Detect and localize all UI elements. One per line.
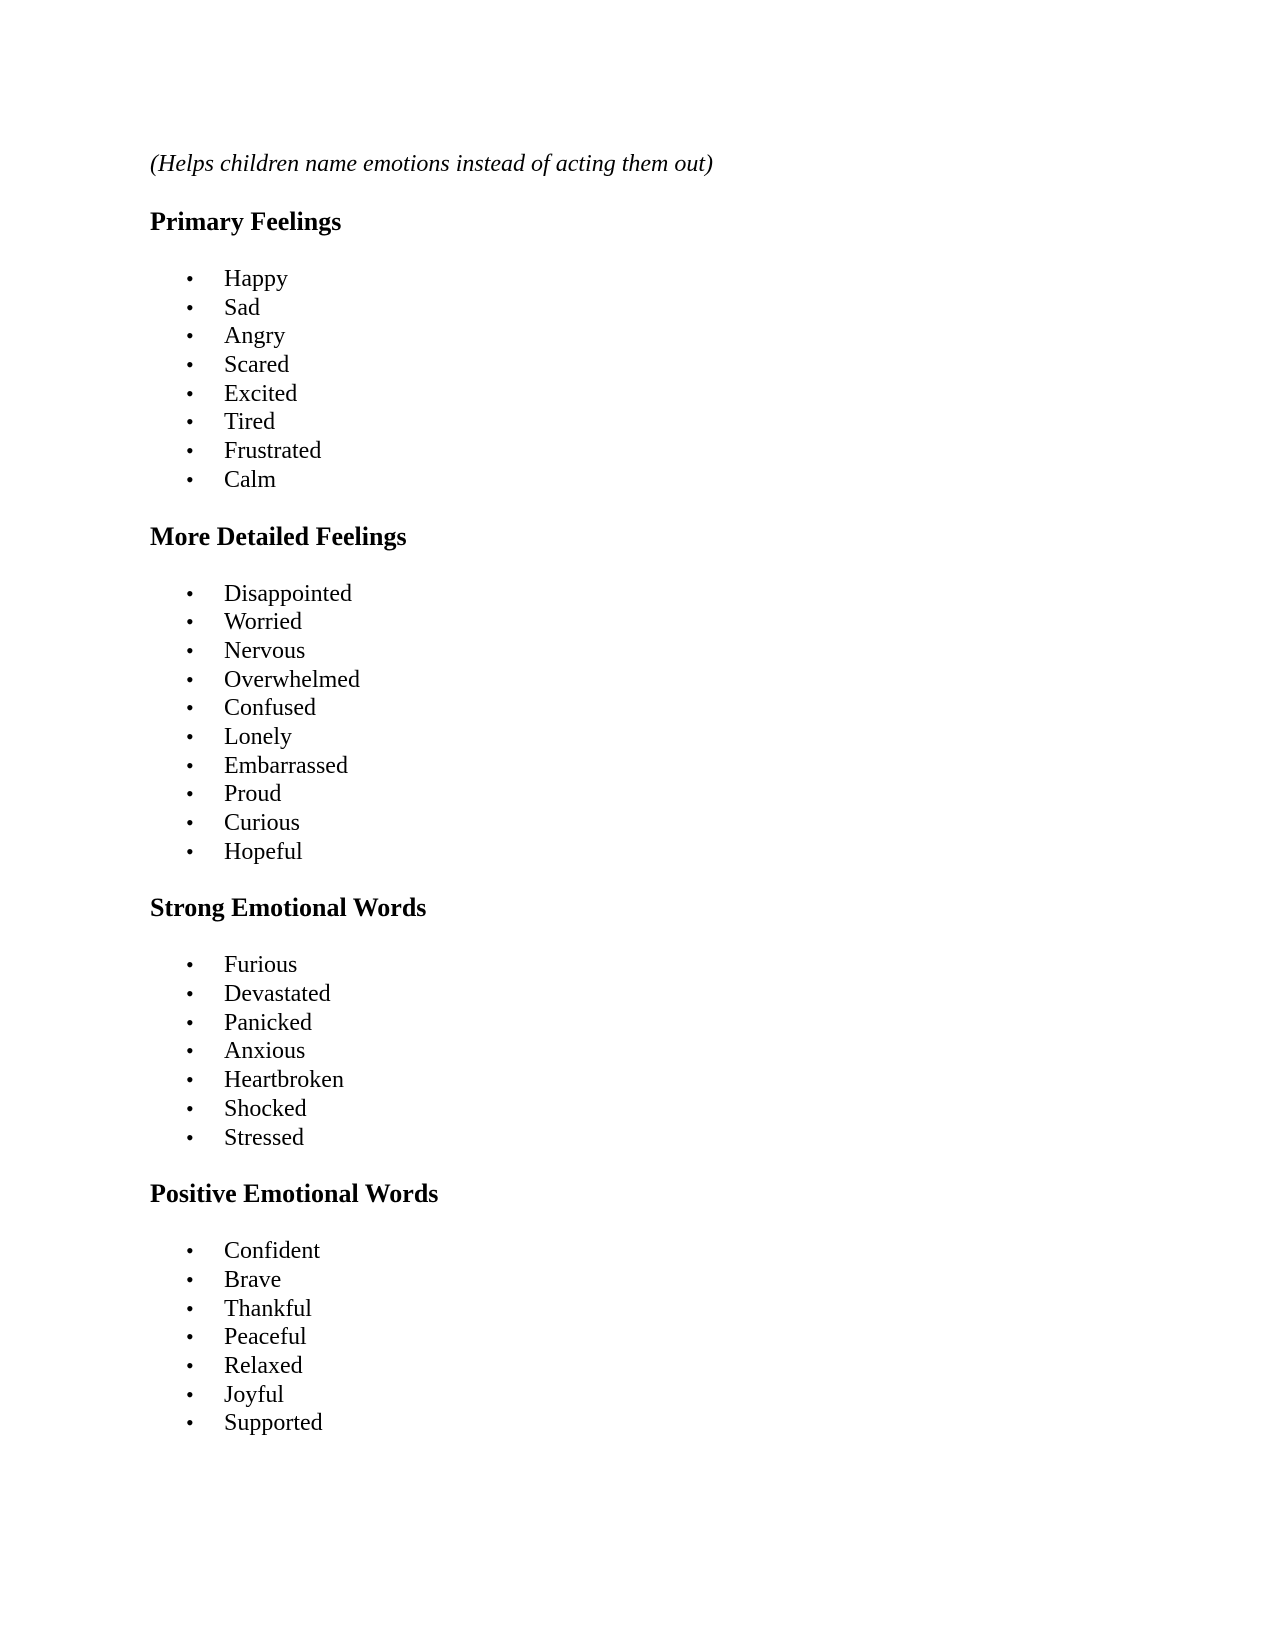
bullet-icon: • bbox=[186, 380, 194, 406]
feeling-word-list bbox=[150, 265, 1150, 495]
list-item-label: Curious bbox=[224, 810, 301, 836]
list-item bbox=[150, 1009, 1150, 1038]
list-item bbox=[150, 637, 1150, 666]
bullet-icon: • bbox=[186, 438, 194, 464]
list-item bbox=[150, 408, 1150, 437]
list-item bbox=[150, 951, 1150, 980]
list-item bbox=[150, 265, 1150, 294]
bullet-icon: • bbox=[186, 580, 194, 606]
feeling-word-list bbox=[150, 1237, 1150, 1438]
list-item bbox=[150, 752, 1150, 781]
bullet-icon: • bbox=[186, 723, 194, 749]
list-item bbox=[150, 294, 1150, 323]
list-item-label: Angry bbox=[224, 323, 286, 350]
bullet-icon: • bbox=[186, 666, 194, 692]
list-item bbox=[150, 838, 1150, 867]
list-item-label: Excited bbox=[224, 380, 298, 407]
document-page bbox=[150, 148, 1150, 1464]
bullet-icon: • bbox=[186, 695, 194, 721]
list-item-label: Hopeful bbox=[224, 838, 303, 865]
list-item bbox=[150, 1095, 1150, 1124]
list-item bbox=[150, 1066, 1150, 1095]
bullet-icon: • bbox=[186, 1295, 194, 1321]
list-item-label: Embarrassed bbox=[224, 752, 348, 779]
bullet-icon: • bbox=[186, 294, 194, 320]
bullet-icon: • bbox=[186, 1124, 194, 1150]
list-item-label: Lonely bbox=[224, 723, 292, 750]
list-item bbox=[150, 1409, 1150, 1438]
list-item-label: Joyful bbox=[224, 1381, 284, 1408]
bullet-icon: • bbox=[186, 1095, 194, 1121]
list-item-label: Confused bbox=[224, 695, 316, 722]
list-item-label: Relaxed bbox=[224, 1352, 303, 1379]
list-item bbox=[150, 1352, 1150, 1381]
bullet-icon: • bbox=[186, 1067, 194, 1093]
list-item-label: Tired bbox=[224, 409, 276, 436]
bullet-icon: • bbox=[186, 752, 194, 778]
bullet-icon: • bbox=[186, 1410, 194, 1436]
list-item bbox=[150, 608, 1150, 637]
bullet-icon: • bbox=[186, 637, 194, 663]
bullet-icon: • bbox=[186, 323, 194, 349]
list-item bbox=[150, 694, 1150, 723]
list-item bbox=[150, 723, 1150, 752]
list-item bbox=[150, 1323, 1150, 1352]
bullet-icon: • bbox=[186, 409, 194, 435]
list-item-label: Supported bbox=[224, 1410, 323, 1437]
bullet-icon: • bbox=[186, 781, 194, 807]
bullet-icon: • bbox=[186, 810, 194, 835]
list-item-label: Proud bbox=[224, 781, 282, 808]
list-item-label: Shocked bbox=[224, 1095, 307, 1122]
list-item-label: Confident bbox=[224, 1238, 320, 1265]
bullet-icon: • bbox=[186, 266, 194, 291]
list-item-label: Stressed bbox=[224, 1124, 304, 1151]
bullet-icon: • bbox=[186, 981, 194, 1007]
list-item-label: Disappointed bbox=[224, 580, 352, 607]
list-item-label: Sad bbox=[224, 294, 260, 321]
bullet-icon: • bbox=[186, 1238, 194, 1264]
list-item-label: Frustrated bbox=[224, 438, 322, 465]
bullet-icon: • bbox=[186, 352, 194, 378]
document-subtitle: (Helps children name emotions instead of acting them out) bbox=[150, 151, 714, 177]
section-heading: Positive Emotional Words bbox=[150, 1179, 439, 1209]
list-item bbox=[150, 322, 1150, 351]
sections-container bbox=[150, 206, 1150, 1438]
list-item bbox=[150, 780, 1150, 809]
list-item bbox=[150, 580, 1150, 609]
list-item bbox=[150, 1381, 1150, 1410]
list-item-label: Panicked bbox=[224, 1009, 312, 1036]
list-item-label: Heartbroken bbox=[224, 1067, 344, 1094]
list-item-label: Anxious bbox=[224, 1038, 306, 1065]
list-item bbox=[150, 437, 1150, 466]
bullet-icon: • bbox=[186, 1381, 194, 1407]
bullet-icon: • bbox=[186, 1038, 194, 1064]
list-item bbox=[150, 1037, 1150, 1066]
list-item bbox=[150, 809, 1150, 838]
bullet-icon: • bbox=[186, 1266, 194, 1292]
list-item bbox=[150, 666, 1150, 695]
bullet-icon: • bbox=[186, 466, 194, 492]
list-item-label: Brave bbox=[224, 1266, 282, 1293]
bullet-icon: • bbox=[186, 952, 194, 978]
section-heading: Primary Feelings bbox=[150, 207, 342, 236]
list-item bbox=[150, 980, 1150, 1009]
list-item-label: Calm bbox=[224, 466, 276, 493]
list-item bbox=[150, 351, 1150, 380]
section-heading: More Detailed Feelings bbox=[150, 521, 407, 551]
bullet-icon: • bbox=[186, 1324, 194, 1350]
list-item-label: Worried bbox=[224, 609, 303, 636]
list-item-label: Happy bbox=[224, 266, 288, 292]
list-item-label: Nervous bbox=[224, 637, 306, 664]
list-item-label: Scared bbox=[224, 352, 290, 379]
list-item bbox=[150, 466, 1150, 495]
list-item-label: Furious bbox=[224, 952, 298, 979]
feeling-word-list bbox=[150, 580, 1150, 867]
list-item-label: Devastated bbox=[224, 981, 331, 1008]
list-item-label: Thankful bbox=[224, 1295, 312, 1322]
bullet-icon: • bbox=[186, 1352, 194, 1378]
list-item-label: Overwhelmed bbox=[224, 666, 360, 693]
feeling-word-list bbox=[150, 951, 1150, 1152]
bullet-icon: • bbox=[186, 609, 194, 635]
list-item bbox=[150, 1124, 1150, 1153]
list-item bbox=[150, 1237, 1150, 1266]
list-item bbox=[150, 1295, 1150, 1324]
list-item bbox=[150, 380, 1150, 409]
section-heading: Strong Emotional Words bbox=[150, 893, 427, 923]
list-item bbox=[150, 1266, 1150, 1295]
bullet-icon: • bbox=[186, 1009, 194, 1035]
bullet-icon: • bbox=[186, 838, 194, 864]
list-item-label: Peaceful bbox=[224, 1324, 307, 1351]
